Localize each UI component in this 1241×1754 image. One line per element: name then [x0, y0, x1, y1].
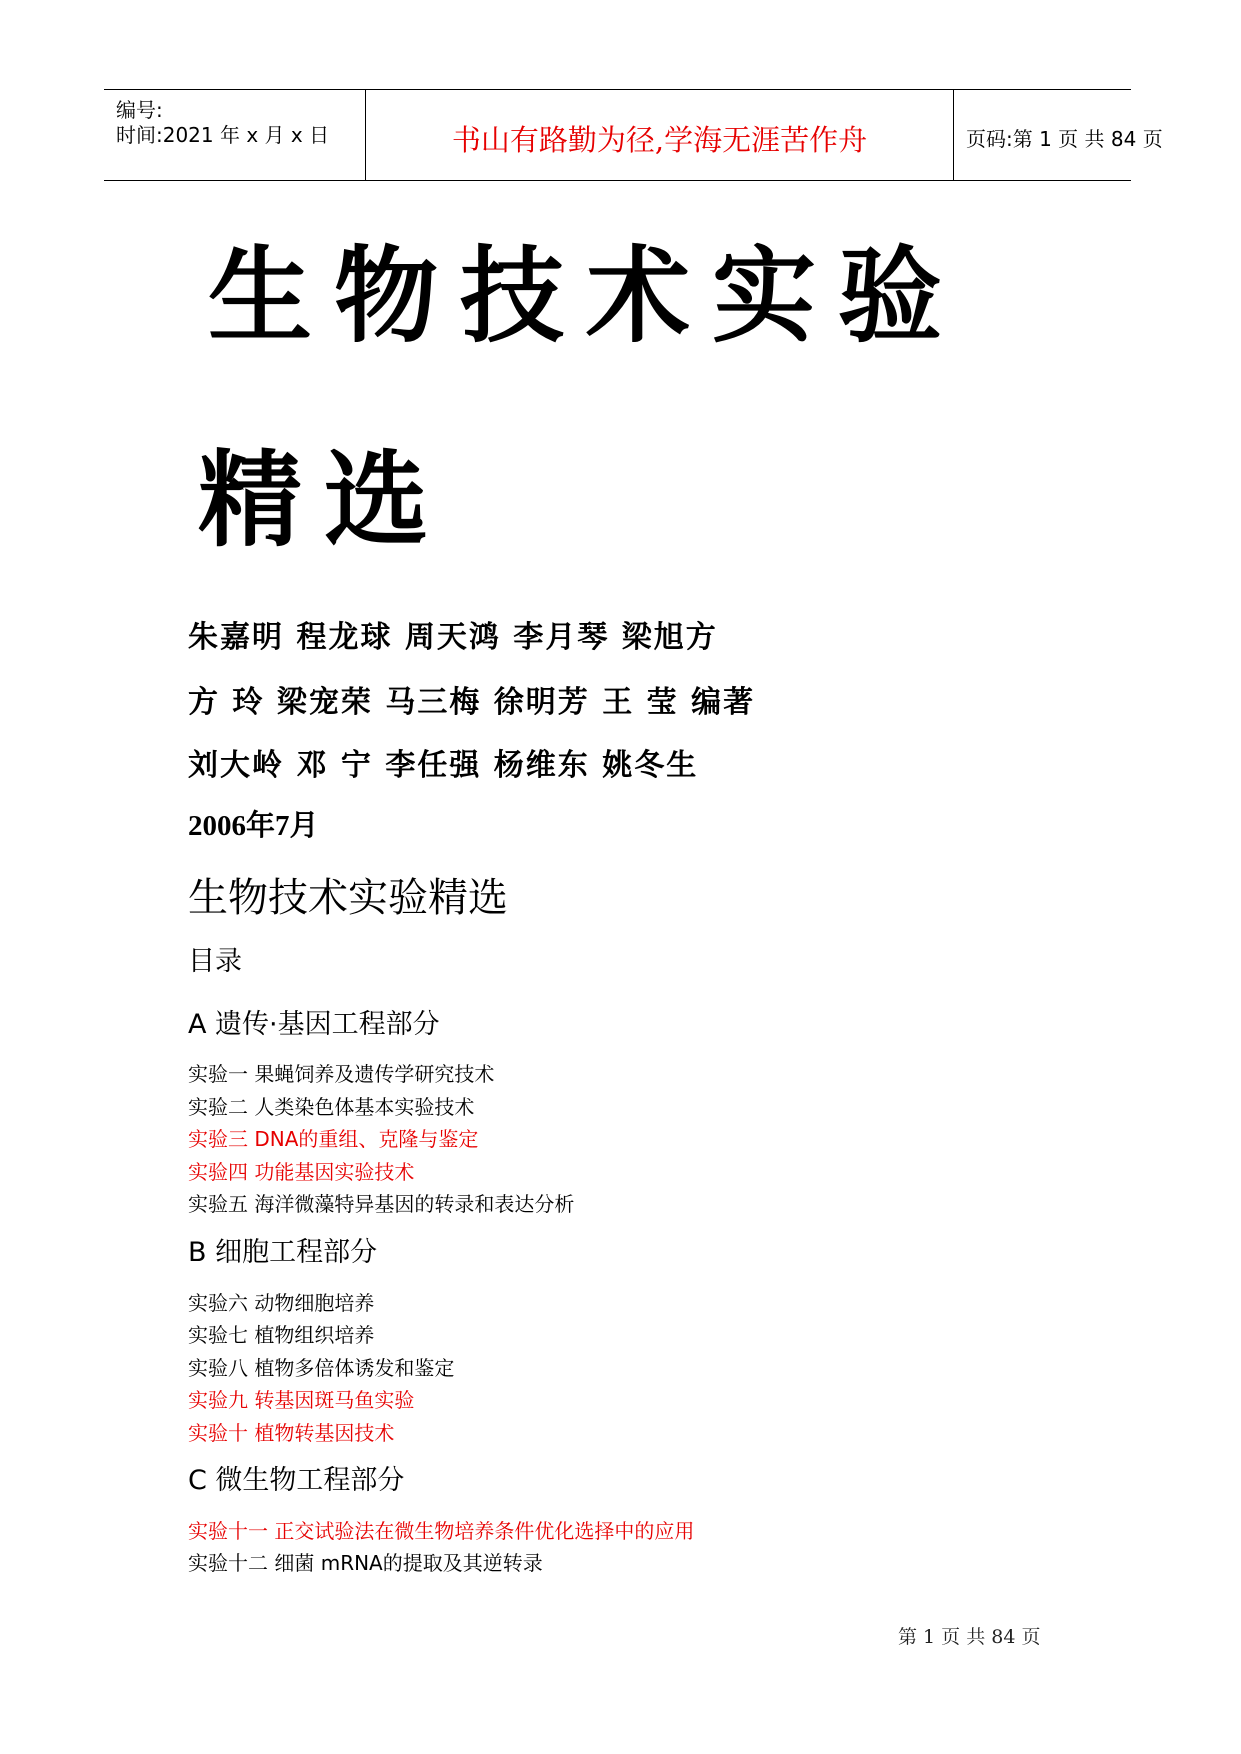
toc-item[interactable]: 实验三 DNA的重组、克隆与鉴定 [188, 1127, 479, 1151]
header-cell-page [954, 90, 1163, 180]
toc-item[interactable]: 实验五 海洋微藻特异基因的转录和表达分析 [188, 1192, 575, 1216]
header-table [104, 89, 1163, 181]
toc-section-b: B 细胞工程部分 [188, 1237, 378, 1268]
toc-item[interactable]: 实验四 功能基因实验技术 [188, 1160, 415, 1184]
toc-item[interactable]: 实验七 植物组织培养 [188, 1323, 375, 1347]
publication-date: 2006年7月 [188, 810, 319, 842]
number-label: 编号: [116, 98, 163, 122]
toc-item[interactable]: 实验十 植物转基因技术 [188, 1421, 395, 1445]
toc-item[interactable]: 实验十二 细菌 mRNA的提取及其逆转录 [188, 1551, 543, 1575]
authors-line-1: 朱嘉明 程龙球 周天鸿 李月琴 梁旭方 [188, 620, 718, 655]
authors-line-3: 刘大岭 邓 宁 李任强 杨维东 姚冬生 [188, 748, 699, 783]
motto-text: 书山有路勤为径,学海无涯苦作舟 [451, 123, 868, 157]
header-cell-meta [104, 90, 366, 180]
toc-item[interactable]: 实验九 转基因斑马鱼实验 [188, 1388, 415, 1412]
header-cell-motto [366, 90, 954, 180]
toc-item[interactable]: 实验二 人类染色体基本实验技术 [188, 1095, 475, 1119]
authors-line-2: 方 玲 梁宠荣 马三梅 徐明芳 王 莹 编著 [188, 685, 756, 720]
toc-section-a: A 遗传·基因工程部分 [188, 1009, 440, 1040]
book-title-line-2: 精选 [198, 438, 451, 561]
page-footer: 第 1 页 共 84 页 [898, 1626, 1041, 1648]
toc-heading: 目录 [188, 946, 242, 977]
subtitle: 生物技术实验精选 [188, 875, 508, 921]
time-label: 时间:2021 年 x 月 x 日 [116, 123, 330, 147]
page-label: 页码:第 1 页 共 84 页 [966, 127, 1163, 151]
toc-section-c: C 微生物工程部分 [188, 1465, 405, 1496]
book-title-line-1: 生物技术实验 [208, 234, 965, 357]
toc-item[interactable]: 实验八 植物多倍体诱发和鉴定 [188, 1356, 455, 1380]
toc-item[interactable]: 实验六 动物细胞培养 [188, 1291, 375, 1315]
toc-item[interactable]: 实验一 果蝇饲养及遗传学研究技术 [188, 1062, 495, 1086]
toc-item[interactable]: 实验十一 正交试验法在微生物培养条件优化选择中的应用 [188, 1519, 695, 1543]
